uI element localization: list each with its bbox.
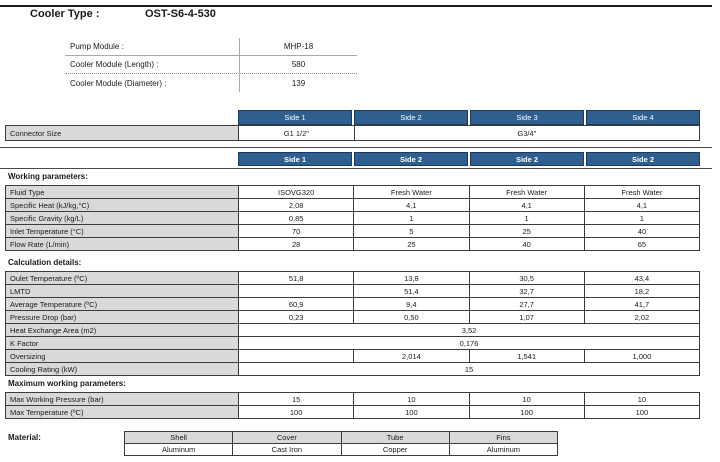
tube-header: Tube: [341, 432, 449, 443]
table-row: [65, 38, 357, 56]
fins-header: Fins: [449, 432, 557, 443]
cell: 51,4: [353, 285, 468, 297]
table-row: [6, 199, 699, 212]
connector-side1-value: G1 1/2": [283, 128, 309, 138]
cell: 100: [289, 407, 303, 417]
shell-material: Aluminum: [161, 445, 196, 454]
cell: 9,4: [353, 298, 468, 310]
cooler-diameter-value: 139: [291, 78, 306, 88]
table-row: [6, 363, 699, 376]
cell: 41,7: [584, 298, 699, 310]
cell: 0,23: [288, 312, 304, 322]
table-row: [65, 56, 357, 74]
calculation-details-table: [5, 271, 700, 376]
sides-header-row-2: [238, 152, 700, 166]
side-col1-header: Side 1: [238, 152, 352, 166]
cell: 4,1: [584, 199, 699, 211]
cell: Fresh Water: [469, 186, 584, 198]
cell: 40: [469, 238, 584, 250]
divider-line: [0, 147, 712, 148]
average-temperature-label: Average Temperature (ºC): [6, 298, 239, 310]
cell: 100: [469, 406, 584, 418]
material-value-row: [125, 444, 557, 456]
side-col3-header: Side 2: [470, 152, 584, 166]
table-row: [6, 406, 699, 419]
cover-header: Cover: [232, 432, 340, 443]
cell: 2,014: [353, 350, 468, 362]
max-temperature-label: Max Temperature (ºC): [6, 406, 239, 418]
calculation-details-heading: Calculation details:: [8, 258, 82, 267]
cell: ISOVG320: [277, 187, 315, 197]
table-row: [6, 285, 699, 298]
lmtd-label: LMTD: [6, 285, 239, 297]
cooler-type-value: OST-S6-4-530: [145, 8, 216, 20]
cell: 60,9: [288, 299, 304, 309]
cell: 28: [291, 239, 301, 249]
table-row: [6, 225, 699, 238]
connector-side2-4-value: G3/4": [354, 126, 699, 140]
side1-header: Side 1: [238, 110, 352, 125]
cell: 100: [584, 406, 699, 418]
cell: 25: [469, 225, 584, 237]
heat-exchange-area-label: Heat Exchange Area (m2): [6, 324, 239, 336]
cell: 1: [584, 212, 699, 224]
max-working-pressure-label: Max Working Pressure (bar): [6, 393, 239, 405]
cell: 18,2: [584, 285, 699, 297]
cell: 2,08: [288, 200, 304, 210]
cell: 30,5: [469, 272, 584, 284]
cell: 1: [353, 212, 468, 224]
material-table: [124, 431, 558, 456]
cell: 5: [353, 225, 468, 237]
cell: 15: [291, 394, 301, 404]
cell: 0,50: [353, 311, 468, 323]
side-col4-header: Side 2: [586, 152, 700, 166]
cell: 1,07: [469, 311, 584, 323]
cell: 27,7: [469, 298, 584, 310]
side2-header: Side 2: [354, 110, 468, 125]
cell: [239, 350, 353, 362]
cell: 10: [353, 393, 468, 405]
material-heading: Material:: [8, 433, 41, 442]
table-row: [6, 238, 699, 251]
cell: 4,1: [469, 199, 584, 211]
table-row: [6, 393, 699, 406]
cell: Fresh Water: [584, 186, 699, 198]
cell: 1: [469, 212, 584, 224]
maximum-working-parameters-table: [5, 392, 700, 419]
cell: 0,85: [288, 213, 304, 223]
cell: 10: [584, 393, 699, 405]
cooler-diameter-label: Cooler Module (Diameter) :: [65, 74, 240, 92]
module-info-table: [65, 38, 357, 92]
cell: 1,000: [584, 350, 699, 362]
connector-size-label: Connector Size: [6, 126, 239, 140]
tube-material: Copper: [341, 444, 449, 455]
table-row: [6, 337, 699, 350]
sides-header-row-1: [238, 110, 700, 125]
table-row: [6, 298, 699, 311]
cooler-type-label: Cooler Type :: [30, 8, 100, 20]
divider-line: [0, 168, 712, 169]
pressure-drop-label: Pressure Drop (bar): [6, 311, 239, 323]
side4-header: Side 4: [586, 110, 700, 125]
table-row: [6, 212, 699, 225]
cell: [239, 285, 353, 297]
cell: 65: [584, 238, 699, 250]
cell: 3,52: [461, 325, 477, 335]
connector-size-table: [5, 125, 700, 141]
cell: 40: [584, 225, 699, 237]
cell: 43,4: [584, 272, 699, 284]
table-row: [6, 272, 699, 285]
top-divider: [0, 5, 712, 7]
specific-heat-label: Specific Heat (kJ/kg,°C): [6, 199, 239, 211]
shell-header: Shell: [125, 432, 232, 443]
cooling-rating-label: Cooling Rating (kW): [6, 363, 239, 375]
outlet-temperature-label: Oulet Temperature (ºC): [6, 272, 239, 284]
cell: 32,7: [469, 285, 584, 297]
cell: Fresh Water: [353, 186, 468, 198]
table-row: [65, 74, 357, 92]
cooler-length-label: Cooler Module (Length) :: [65, 56, 240, 73]
table-row: [6, 324, 699, 337]
cooler-length-value: 580: [291, 60, 306, 69]
pump-module-value: MHP-18: [283, 42, 314, 51]
cell: 51,8: [288, 273, 304, 283]
cell: 0,176: [459, 338, 479, 348]
cell: 70: [291, 226, 301, 236]
cell: 2,02: [584, 311, 699, 323]
k-factor-label: K Factor: [6, 337, 239, 349]
working-parameters-heading: Working parameters:: [8, 172, 88, 181]
flow-rate-label: Flow Rate (L/min): [6, 238, 239, 250]
specific-gravity-label: Specific Gravity (kg/L): [6, 212, 239, 224]
inlet-temperature-label: Inlet Temperature (°C): [6, 225, 239, 237]
maximum-working-parameters-heading: Maximum working parameters:: [8, 379, 126, 388]
oversizing-label: Oversizing: [6, 350, 239, 362]
cell: 4,1: [353, 199, 468, 211]
table-row: [6, 126, 699, 141]
side3-header: Side 3: [470, 110, 584, 125]
fins-material: Aluminum: [449, 444, 557, 455]
working-parameters-table: [5, 185, 700, 251]
table-row: [6, 350, 699, 363]
cell: 1,541: [469, 350, 584, 362]
cover-material: Cast Iron: [232, 444, 340, 455]
cell: 15: [464, 364, 474, 374]
pump-module-label: Pump Module :: [65, 38, 240, 55]
table-row: [6, 311, 699, 324]
cell: 13,8: [353, 272, 468, 284]
fluid-type-label: Fluid Type: [6, 186, 239, 198]
material-header-row: [125, 432, 557, 444]
side-col2-header: Side 2: [354, 152, 468, 166]
table-row: [6, 186, 699, 199]
cell: 100: [353, 406, 468, 418]
cell: 10: [469, 393, 584, 405]
cell: 25: [353, 238, 468, 250]
